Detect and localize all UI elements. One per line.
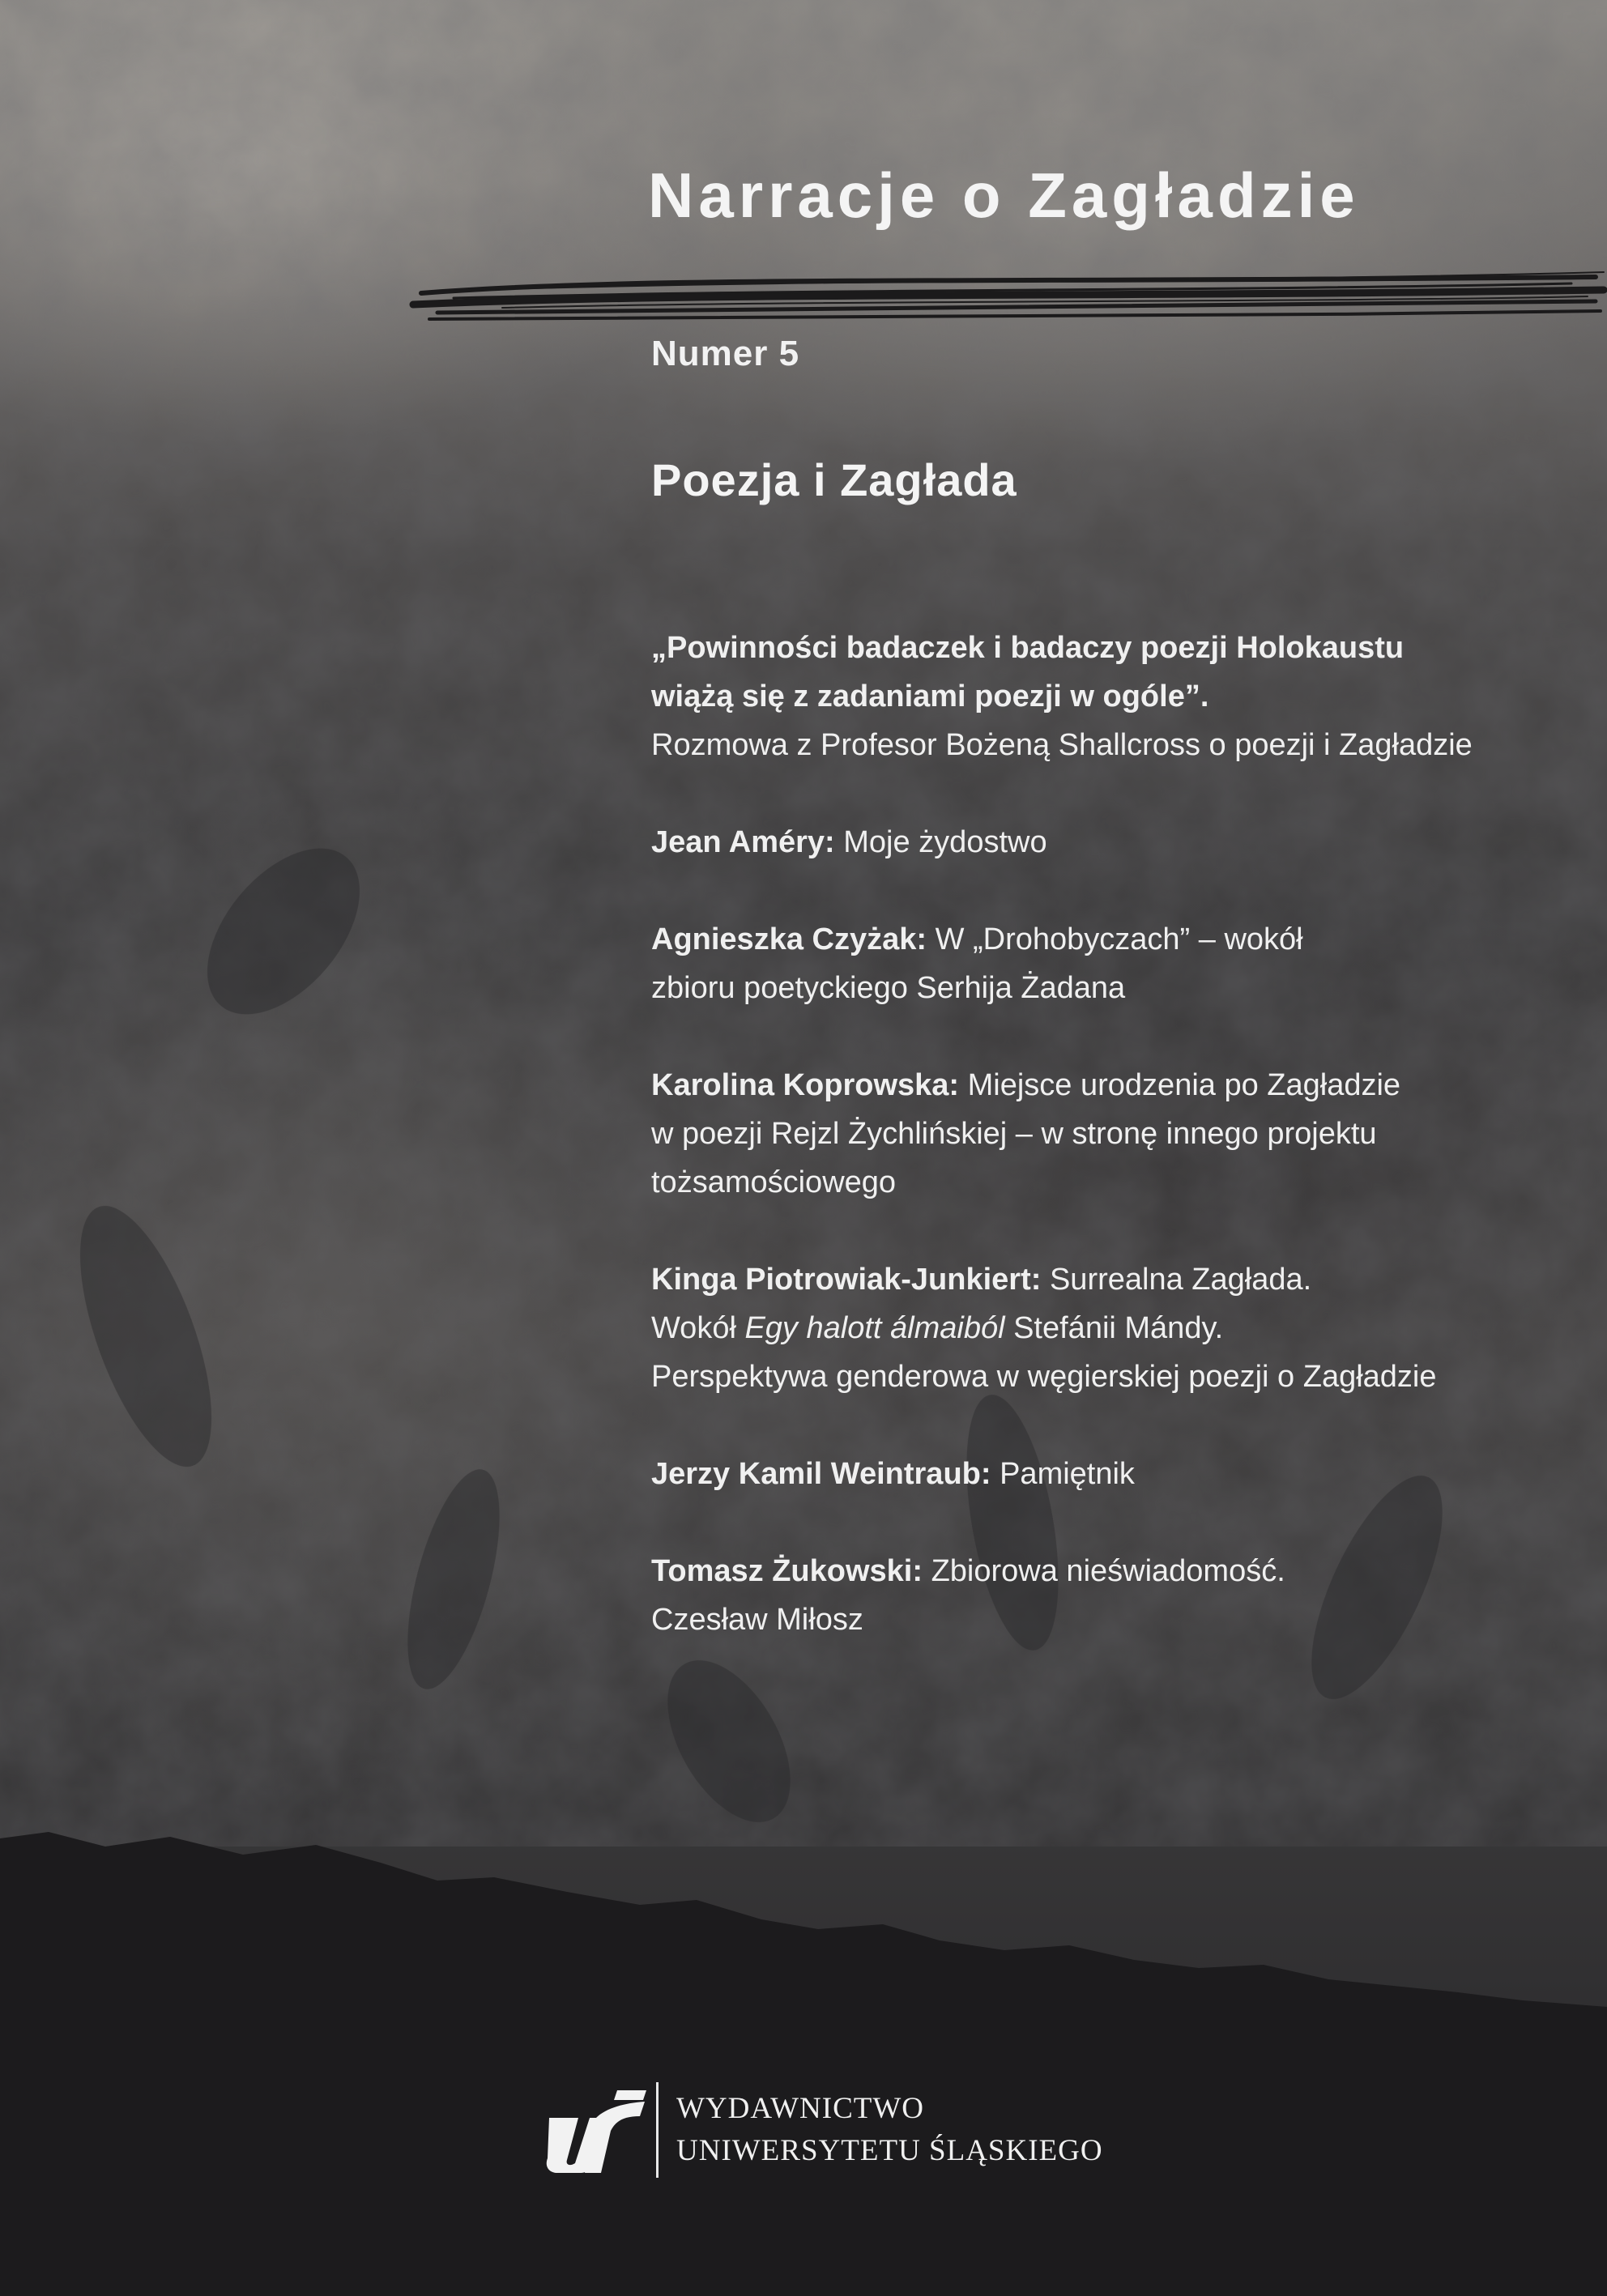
toc-author: Kinga Piotrowiak-Junkiert: bbox=[651, 1263, 1042, 1297]
toc-article-title: Surrealna Zagłada. bbox=[1041, 1263, 1312, 1297]
interview-title-line: wiążą się z zadaniami poezji w ogóle”. bbox=[651, 679, 1209, 714]
toc-entry bbox=[651, 818, 1583, 867]
toc-author: Tomasz Żukowski: bbox=[651, 1554, 923, 1588]
toc-article-title: Stefánii Mándy. bbox=[1004, 1311, 1224, 1345]
publisher-divider bbox=[656, 2082, 659, 2178]
publisher-name bbox=[676, 2088, 1103, 2172]
toc-article-title: zbioru poetyckiego Serhija Żadana bbox=[651, 971, 1126, 1005]
toc-article-title: Wokół bbox=[651, 1311, 745, 1345]
toc-author: Karolina Koprowska: bbox=[651, 1068, 960, 1102]
brush-stroke-decoration bbox=[405, 259, 1607, 348]
toc-article-title-italic: Egy halott álmaiból bbox=[744, 1311, 1005, 1345]
toc-article-title: Moje żydostwo bbox=[834, 825, 1047, 859]
interview-subtitle: Rozmowa z Profesor Bożeną Shallcross o poezji i Zagładzie bbox=[651, 728, 1473, 762]
toc-author: Jerzy Kamil Weintraub: bbox=[651, 1457, 991, 1491]
toc-article-title: tożsamościowego bbox=[651, 1165, 897, 1199]
toc-article-title: Pamiętnik bbox=[991, 1457, 1135, 1491]
us-logo-icon bbox=[543, 2085, 648, 2175]
toc-entry bbox=[651, 1547, 1583, 1644]
toc-entry-interview bbox=[651, 624, 1583, 769]
toc-entry bbox=[651, 1450, 1583, 1498]
toc-article-title: Zbiorowa nieświadomość. bbox=[923, 1554, 1285, 1588]
toc-article-title: Miejsce urodzenia po Zagładzie bbox=[959, 1068, 1401, 1102]
toc-article-title: w poezji Rejzl Żychlińskiej – w stronę innego projektu bbox=[651, 1117, 1377, 1151]
issue-number: Numer 5 bbox=[651, 334, 800, 373]
issue-theme: Poezja i Zagłada bbox=[651, 454, 1017, 505]
publisher-name-line: UNIWERSYTETU ŚLĄSKIEGO bbox=[676, 2134, 1103, 2167]
toc-article-title: Czesław Miłosz bbox=[651, 1603, 863, 1637]
toc-author: Agnieszka Czyżak: bbox=[651, 922, 927, 956]
interview-title-line: „Powinności badaczek i badaczy poezji Holokaustu bbox=[651, 631, 1405, 665]
toc-article-title: Perspektywa genderowa w węgierskiej poezji o Zagładzie bbox=[651, 1360, 1437, 1394]
toc-entry bbox=[651, 1255, 1583, 1401]
publisher-mark bbox=[543, 2081, 1103, 2179]
toc-author: Jean Améry: bbox=[651, 825, 835, 859]
publisher-name-line: WYDAWNICTWO bbox=[676, 2092, 925, 2125]
toc-entry bbox=[651, 915, 1583, 1012]
toc-entry bbox=[651, 1061, 1583, 1207]
journal-title: Narracje o Zagładzie bbox=[648, 160, 1360, 231]
table-of-contents bbox=[651, 624, 1583, 1693]
toc-article-title: W „Drohobyczach” – wokół bbox=[927, 922, 1303, 956]
